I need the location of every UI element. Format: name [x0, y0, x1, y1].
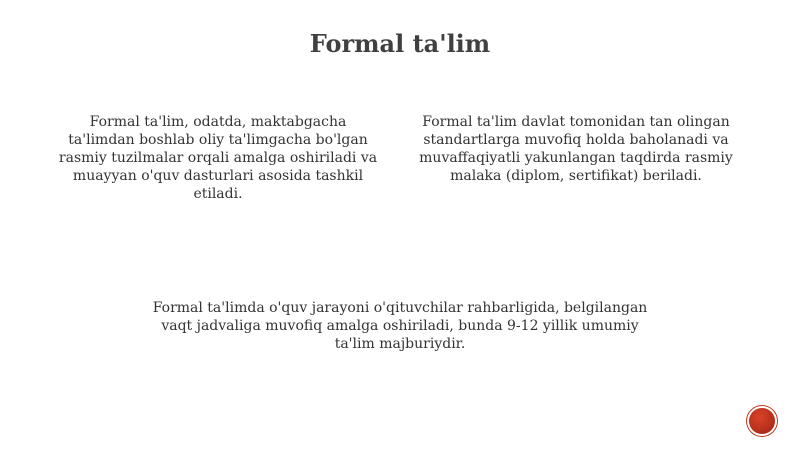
- slide-title: Formal ta'lim: [309, 29, 491, 58]
- circle-nav-icon[interactable]: [749, 408, 775, 434]
- paragraph-left: Formal ta'lim, odatda, maktabgacha ta'limdan boshlab oliy ta'limgacha bo'lgan rasmiy tuzilmalar orqali amalga oshiriladi va muayyan o'quv dasturlari asosida tashkil etiladi.: [58, 114, 378, 202]
- paragraph-right: Formal ta'lim davlat tomonidan tan olingan standartlarga muvofiq holda baholanadi va muvaffaqiyatli yakunlangan taqdirda rasmiy malaka (diplom, sertifikat) beriladi.: [419, 114, 733, 184]
- paragraph-bottom: Formal ta'limda o'quv jarayoni o'qituvchilar rahbarligida, belgilangan vaqt jadvaliga muvofiq amalga oshiriladi, bunda 9-12 yillik umumiy ta'lim majburiydir.: [152, 300, 648, 352]
